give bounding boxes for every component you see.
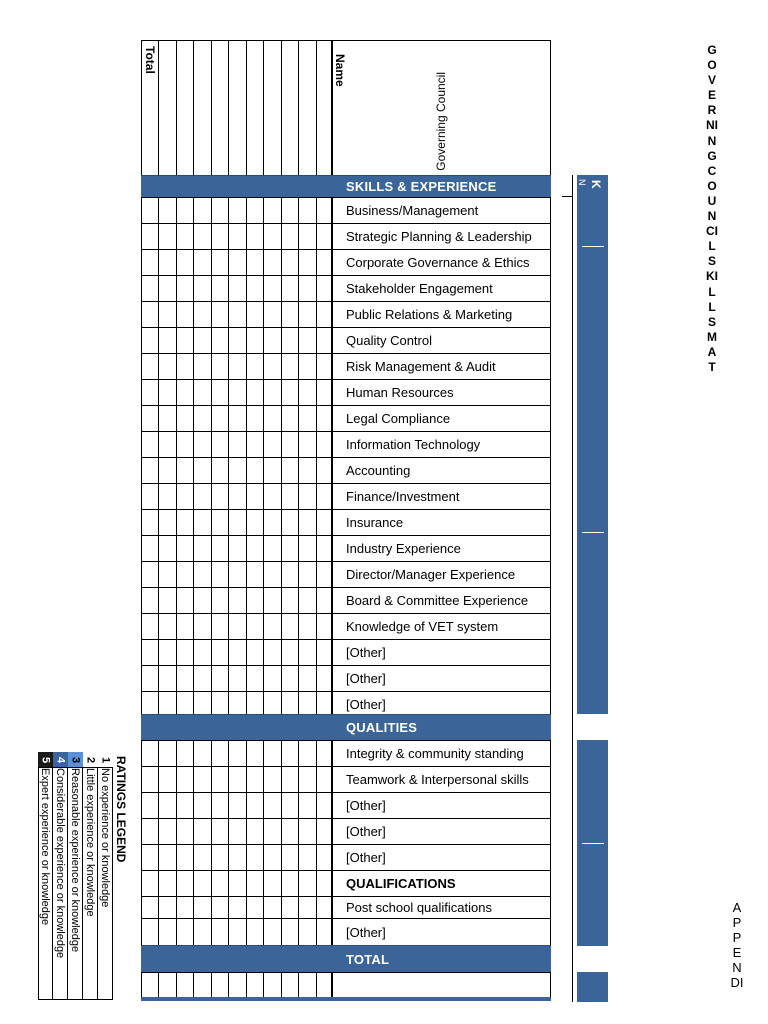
section-header-skills-label: SKILLS & EXPERIENCE [346,179,497,194]
title-letter: E [707,88,716,103]
title-letter: L [708,284,716,299]
quality-row-label: [Other] [346,824,386,839]
skill-row [141,379,551,405]
title-letter: NI [706,118,718,133]
skill-row [141,457,551,483]
skill-row-label: Business/Management [346,203,479,218]
title-letter: N [707,133,717,148]
qualification-row [141,918,551,945]
skill-row-label: Stakeholder Engagement [346,281,493,296]
skill-row-label: Public Relations & Marketing [346,307,513,322]
title-letter: S [707,314,716,329]
title-letter: A [707,344,717,359]
legend-number: 4 [54,756,67,764]
skill-row-label: [Other] [346,645,386,660]
qualification-row-label: [Other] [346,924,386,940]
legend-text: No experience or knowledge [99,768,111,908]
total-column-header: Total [143,46,157,74]
skill-row [141,613,551,639]
skill-row-label: [Other] [346,671,386,686]
skill-row-label: Director/Manager Experience [346,567,516,582]
section-header-total-label: TOTAL [346,951,390,967]
skill-row [141,353,551,379]
appendix-letter: A [732,900,742,915]
appendix-letter: DI [730,975,744,990]
section-header-total [141,945,551,972]
title-letter: T [708,359,716,374]
band-tick [582,246,604,247]
skill-row-label: Finance/Investment [346,489,460,504]
quality-row [141,844,551,870]
appendix-letter: P [732,915,742,930]
title-letter: O [707,58,717,73]
appendix-title [727,900,747,990]
title-letter: M [707,329,717,344]
quality-row-label: [Other] [346,798,386,813]
skill-row [141,639,551,665]
skill-row [141,665,551,691]
qualification-row [141,896,551,918]
skill-row [141,431,551,457]
total-row-label [339,973,346,1000]
band-divider [572,175,573,1002]
legend-number: 3 [69,756,82,764]
skill-row-label: Information Technology [346,437,481,452]
skill-row-label: Quality Control [346,333,432,348]
skill-row-label: Strategic Planning & Leadership [346,229,532,244]
appendix-letter: N [732,960,742,975]
governing-council-skills-matrix-title [700,43,724,375]
section-header-qualities-label: QUALITIES [346,720,418,735]
side-band-total [577,972,608,1002]
band-letter-k: K [589,180,603,189]
band-tick [582,532,604,533]
skill-row [141,249,551,275]
title-letter: CI [706,224,718,239]
band-tick [582,843,604,844]
skill-row [141,275,551,301]
skill-row-label: Insurance [346,515,404,530]
skill-row [141,223,551,249]
section-header-qualifications-label: QUALIFICATIONS [346,876,456,891]
title-letter: G [707,43,717,57]
skill-row-label: Knowledge of VET system [346,619,499,634]
legend-number: 5 [39,756,52,764]
skill-row-label: Risk Management & Audit [346,359,496,374]
section-header-skills [141,175,551,197]
skill-row [141,509,551,535]
title-letter: KI [706,269,718,284]
legend-number: 2 [84,756,97,764]
quality-row-label: Integrity & community standing [346,746,524,761]
legend-text: Reasonable experience or knowledge [69,768,81,953]
legend-text: Little experience or knowledge [84,768,96,917]
skill-row [141,327,551,353]
total-row [141,972,551,1000]
governing-council-header: Governing Council [434,72,448,171]
bottom-stripe [141,997,551,1001]
title-letter: L [708,239,716,254]
legend-number: 1 [99,756,112,764]
appendix-letter: E [732,945,742,960]
skill-row [141,535,551,561]
appendix-letter: P [732,930,742,945]
section-header-qualities [141,714,551,740]
band-letter-n: N [577,179,587,186]
title-letter: O [707,178,717,193]
title-letter: R [707,103,717,118]
skill-row [141,405,551,431]
skill-row-label: Industry Experience [346,541,461,556]
skill-row-label: [Other] [346,697,386,712]
title-letter: G [707,148,717,163]
quality-row [141,740,551,766]
skill-row-label: Human Resources [346,385,454,400]
skill-row-label: Legal Compliance [346,411,451,426]
side-band-skills [577,175,608,714]
title-letter: S [707,254,716,269]
skill-row [141,587,551,613]
title-letter: C [707,163,717,178]
skill-row [141,561,551,587]
legend-text: Considerable experience or knowledge [54,768,66,959]
skill-row-label: Board & Committee Experience [346,593,529,608]
skill-row [141,483,551,509]
quality-row [141,766,551,792]
title-letter: L [708,299,716,314]
quality-row-label: Teamwork & Interpersonal skills [346,772,529,787]
title-letter: V [707,73,716,88]
title-letter: U [707,193,717,208]
skill-row-label: Corporate Governance & Ethics [346,255,530,270]
ratings-legend-title: RATINGS LEGEND [114,756,128,863]
section-header-qualifications [141,870,551,896]
title-letter: N [707,209,717,224]
qualification-row-label: Post school qualifications [346,900,492,915]
quality-row-label: [Other] [346,850,386,865]
skill-row-label: Accounting [346,463,411,478]
skill-row [141,197,551,223]
skill-row [141,301,551,327]
legend-text: Expert experience or knowledge [39,768,51,926]
band-gap-mark [562,196,572,197]
name-column-header: Name [333,54,347,87]
quality-row [141,818,551,844]
quality-row [141,792,551,818]
